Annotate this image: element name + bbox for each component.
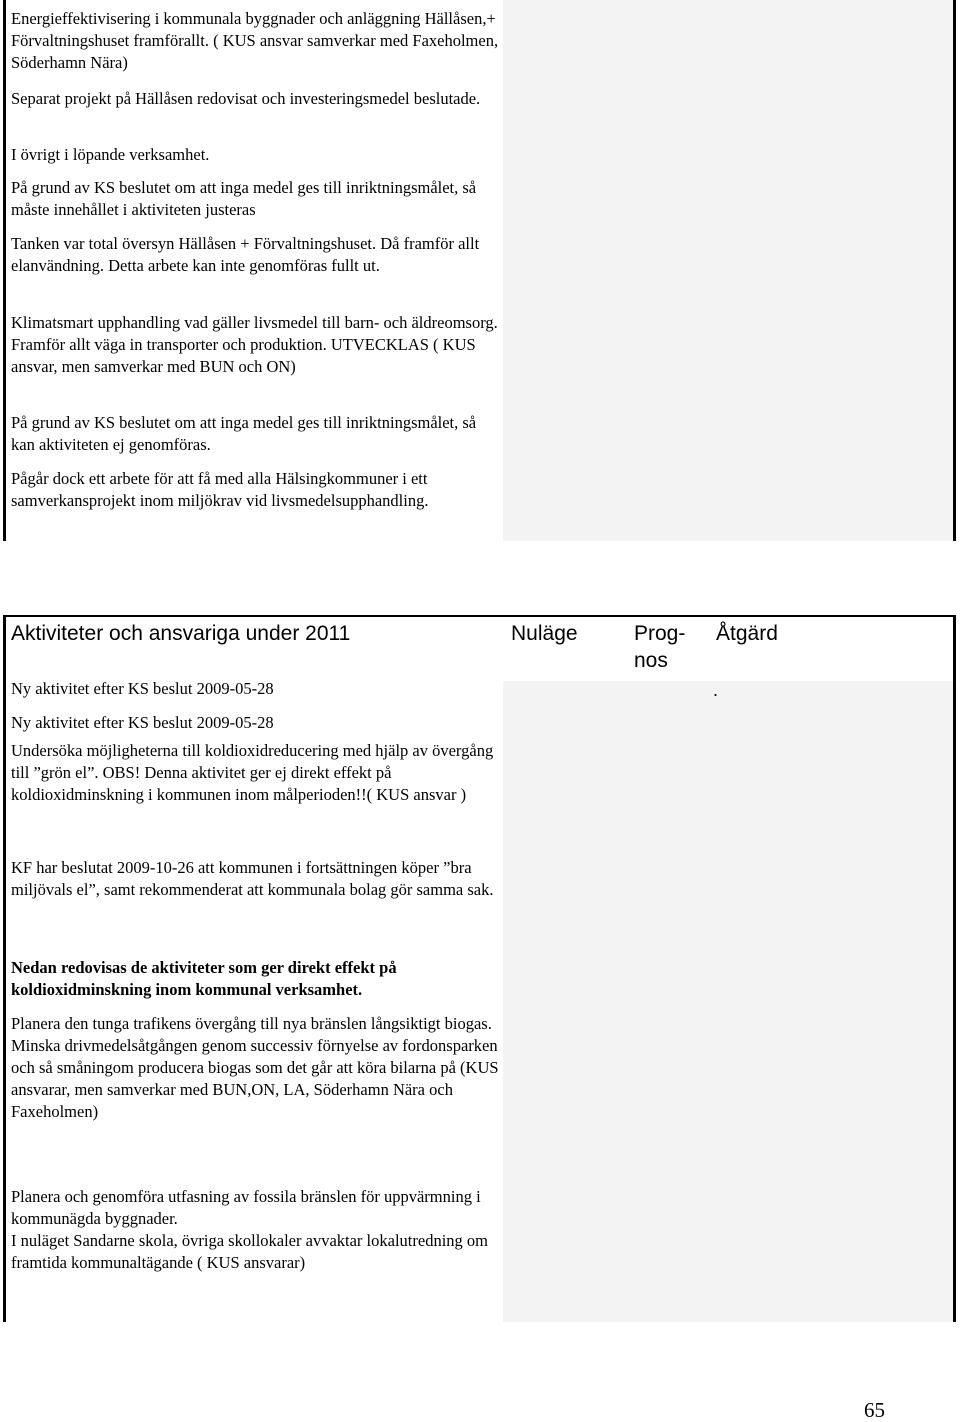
paragraph-new-activity-2: Ny aktivitet efter KS beslut 2009-05-28: [11, 713, 274, 732]
table-1-right-border: [953, 0, 956, 541]
header-prognosis: Prog- nos: [634, 622, 686, 672]
table-2-left-border: [3, 615, 6, 1322]
paragraph-energy-efficiency: Energieffektivisering i kommunala byggnader och anläggning Hällåsen,+ Förvaltningshuset framförallt. ( KUS ansvar samverkar med Faxeholmen, Söderhamn Nära): [11, 9, 499, 72]
table-2-grey-column: [503, 681, 953, 1322]
action-mark: .: [713, 680, 719, 700]
paragraph-separate-project: Separat projekt på Hällåsen redovisat och investeringsmedel beslutade.: [11, 89, 481, 108]
header-activities: Aktiviteter och ansvariga under 2011: [11, 622, 351, 645]
header-action: Åtgärd: [716, 622, 778, 645]
paragraph-total-review: Tanken var total översyn Hällåsen + Förvaltningshuset. Då framför allt elanvändning. Detta arbete kan inte genomföras fullt ut.: [11, 234, 480, 275]
paragraph-fossil-phaseout: Planera och genomföra utfasning av fossila bränslen för uppvärmning i kommunägda byggnader. I nuläget Sandarne skola, övriga skollokaler avvaktar lokalutredning om framtida kommunaltägande ( KUS ansvarar): [11, 1187, 488, 1272]
paragraph-ks-decision-adjust: På grund av KS beslutet om att inga medel ges till inriktningsmålet, så måste innehållet i aktiviteten justeras: [11, 178, 477, 219]
page-number: 65: [864, 1398, 885, 1422]
paragraph-ongoing-operations: I övrigt i löpande verksamhet.: [11, 145, 210, 164]
paragraph-direct-effect-heading: Nedan redovisas de aktiviteter som ger direkt effekt på koldioxidminskning inom kommunal verksamhet.: [11, 958, 397, 999]
paragraph-halsing-collaboration: Pågår dock ett arbete för att få med alla Hälsingkommuner i ett samverkansprojekt inom miljökrav vid livsmedelsupphandling.: [11, 469, 429, 510]
paragraph-green-electricity: Undersöka möjligheterna till koldioxidreducering med hjälp av övergång till ”grön el”. OBS! Denna aktivitet ger ej direkt effekt på koldioxidminskning i kommunen inom målperioden!!( KUS ansvar ): [11, 741, 494, 804]
table-2-top-border: [3, 615, 956, 617]
paragraph-ks-decision-cancel: På grund av KS beslutet om att inga medel ges till inriktningsmålet, så kan aktiviteten ej genomföras.: [11, 413, 477, 454]
table-1-left-border: [3, 0, 6, 541]
table-2-right-border: [953, 615, 956, 1322]
table-1-grey-column: [503, 0, 953, 541]
paragraph-heavy-traffic-biogas: Planera den tunga trafikens övergång till nya bränslen långsiktigt biogas. Minska drivmedelsåtgången genom successiv förnyelse av fordonsparken och så småningom producera biogas som det går att köra bilarna på (KUS ansvarar, men samverkar med BUN,ON, LA, Söderhamn Nära och Faxeholmen): [11, 1014, 499, 1121]
paragraph-kf-decision: KF har beslutat 2009-10-26 att kommunen i fortsättningen köper ”bra miljövals el”, samt rekommenderat att kommunala bolag gör samma sak.: [11, 858, 494, 899]
paragraph-new-activity-1: Ny aktivitet efter KS beslut 2009-05-28: [11, 679, 274, 698]
paragraph-climate-procurement: Klimatsmart upphandling vad gäller livsmedel till barn- och äldreomsorg. Framför allt väga in transporter och produktion. UTVECKLAS ( KUS ansvar, men samverkar med BUN och ON): [11, 313, 498, 376]
header-status: Nuläge: [511, 622, 578, 645]
